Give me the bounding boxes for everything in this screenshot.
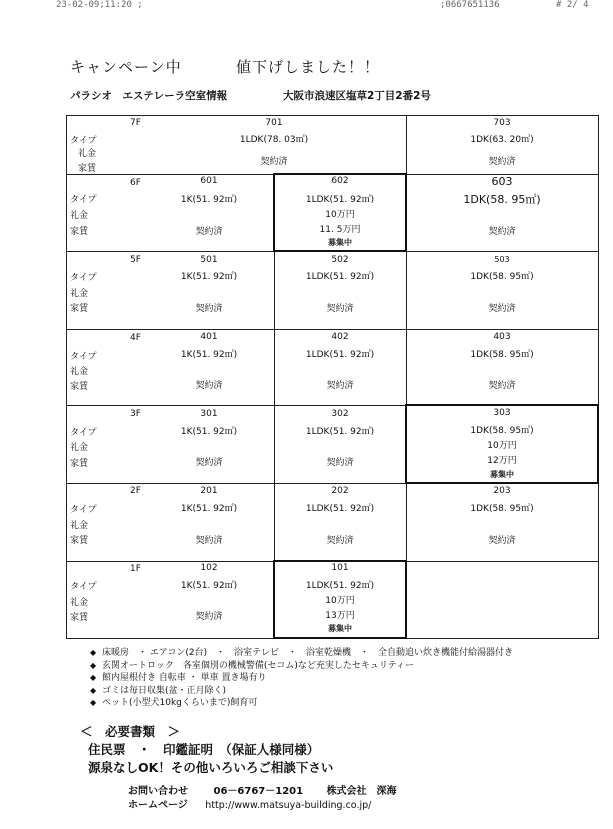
unit-201-status: 契約済: [195, 536, 223, 546]
floor-label-2f: 2F: [130, 486, 141, 496]
unit-302-status: 契約済: [326, 458, 354, 468]
label-rent: 家賃: [70, 227, 89, 237]
company-name: 株式会社 深海: [326, 786, 397, 797]
unit-202-status: 契約済: [326, 536, 354, 546]
unit-601-status: 契約済: [195, 227, 223, 237]
unit-402-type: 1LDK(51. 92㎡): [305, 350, 375, 360]
unit-101-number: 101: [331, 563, 349, 573]
building-name: パラシオ エステレーラ空室情報: [70, 90, 228, 102]
unit-603-type: 1DK(58. 95㎡): [463, 193, 541, 206]
label-rent: 家賃: [70, 536, 89, 546]
building-address: 大阪市浪速区塩草2丁目2番2号: [283, 90, 431, 102]
requirements-note: 源泉なしOK！その他いろいろご相談下さい: [88, 760, 334, 775]
unit-603-status: 契約済: [488, 227, 516, 237]
unit-101-status: 募集中: [328, 624, 352, 633]
unit-602-key-money: 10万円: [325, 210, 355, 220]
feature-item: ◆ ゴミは毎日収集(盆・正月除く): [90, 685, 227, 696]
unit-301-number: 301: [200, 409, 218, 419]
homepage-label: ホームページ: [128, 800, 188, 811]
label-rent: 家賃: [70, 304, 89, 314]
unit-701-status: 契約済: [260, 157, 288, 167]
phone-number: 06－6767－1201: [213, 786, 304, 797]
unit-602-status: 募集中: [328, 238, 352, 247]
label-type: タイプ: [70, 428, 97, 438]
unit-502-type: 1LDK(51. 92㎡): [305, 272, 375, 282]
unit-402-number: 402: [331, 332, 349, 342]
unit-201-type: 1K(51. 92㎡): [180, 504, 238, 514]
unit-202-number: 202: [331, 486, 349, 496]
unit-401-type: 1K(51. 92㎡): [180, 350, 238, 360]
unit-403-status: 契約済: [488, 381, 516, 391]
floor-label-1f: 1F: [130, 564, 141, 574]
unit-501-number: 501: [200, 255, 218, 265]
diamond-bullet-icon: ◆: [90, 648, 97, 657]
label-type: タイプ: [70, 582, 97, 592]
fax-header-number: ;0667651136: [440, 0, 500, 10]
label-key-money: 礼金: [70, 211, 89, 221]
label-key-money: 礼金: [70, 367, 89, 377]
unit-703-number: 703: [493, 118, 511, 128]
unit-203-number: 203: [493, 486, 511, 496]
unit-701-type: 1LDK(78. 03㎡): [239, 135, 309, 145]
unit-602-rent: 11. 5万円: [319, 225, 361, 235]
feature-item: ◆ ペット(小型犬10kgくらいまで)飼育可: [90, 698, 258, 708]
unit-302-type: 1LDK(51. 92㎡): [305, 427, 375, 437]
floor-label-3f: 3F: [130, 409, 141, 419]
unit-501-type: 1K(51. 92㎡): [180, 272, 238, 282]
unit-603-number: 603: [491, 175, 513, 188]
unit-502-number: 502: [331, 255, 349, 265]
floor-label-5f: 5F: [130, 255, 141, 265]
unit-202-type: 1LDK(51. 92㎡): [305, 504, 375, 514]
unit-201-number: 201: [200, 486, 218, 496]
diamond-bullet-icon: ◆: [90, 660, 97, 670]
unit-203-type: 1DK(58. 95㎡): [470, 504, 534, 514]
unit-503-status: 契約済: [488, 304, 516, 314]
fax-header-left: 23-02-09;11:20 ;: [56, 0, 143, 10]
unit-101-type: 1LDK(51. 92㎡): [305, 581, 375, 591]
label-key-money: 礼金: [70, 598, 89, 608]
label-type: タイプ: [70, 505, 97, 515]
label-key-money: 礼金: [70, 289, 89, 299]
requirements-documents: 住民票 ・ 印鑑証明 （保証人様同様）: [88, 742, 320, 757]
unit-101-key-money: 10万円: [325, 596, 355, 606]
campaign-title: キャンペーン中: [70, 58, 182, 76]
requirements-heading: ＜ 必要書類 ＞: [80, 724, 181, 739]
floor-label-4f: 4F: [130, 333, 141, 343]
label-type: タイプ: [70, 352, 97, 362]
homepage-link[interactable]: http://www.matsuya-building.co.jp/: [205, 800, 372, 811]
unit-402-status: 契約済: [326, 381, 354, 391]
unit-102-number: 102: [200, 563, 218, 573]
unit-501-status: 契約済: [195, 304, 223, 314]
label-key-money: 礼金: [70, 443, 89, 453]
unit-703-status: 契約済: [488, 157, 516, 167]
unit-303-status: 募集中: [490, 470, 514, 479]
unit-602-type: 1LDK(51. 92㎡): [305, 195, 375, 205]
price-down-title: 値下げしました！！: [236, 58, 381, 76]
unit-101-rent: 13万円: [325, 611, 355, 621]
unit-503-type: 1DK(58. 95㎡): [470, 272, 534, 282]
requirements-block: [80, 723, 333, 777]
floor-label-7f: 7F: [130, 118, 141, 128]
unit-403-type: 1DK(58. 95㎡): [470, 350, 534, 360]
unit-302-number: 302: [331, 409, 349, 419]
diamond-bullet-icon: ◆: [90, 685, 97, 695]
unit-303-rent: 12万円: [487, 456, 517, 466]
unit-601-number: 601: [200, 176, 218, 186]
unit-303-type: 1DK(58. 95㎡): [470, 426, 534, 436]
label-key-money: 礼金: [70, 521, 89, 531]
label-type: タイプ: [70, 136, 97, 146]
feature-item: ◆ 床暖房 ・ エアコン(2台) ・ 浴室テレビ ・ 浴室乾燥機 ・ 全自動追い炊き機能付給湯器付き: [90, 648, 513, 658]
unit-301-type: 1K(51. 92㎡): [180, 427, 238, 437]
unit-503-number: 503: [494, 255, 510, 264]
unit-601-type: 1K(51. 92㎡): [180, 195, 238, 205]
label-type: タイプ: [70, 273, 97, 283]
unit-301-status: 契約済: [195, 458, 223, 468]
unit-102-type: 1K(51. 92㎡): [180, 581, 238, 591]
feature-list: [90, 647, 513, 710]
label-key-money: 礼金: [78, 149, 97, 159]
feature-item: ◆ 玄関オートロック 各室個別の機械警備(セコム)など充実したセキュリティー: [90, 660, 414, 671]
unit-401-number: 401: [200, 332, 218, 342]
fax-header-page: # 2/ 4: [556, 0, 589, 10]
unit-203-status: 契約済: [488, 536, 516, 546]
label-rent: 家賃: [70, 382, 89, 392]
contact-block: [128, 785, 397, 813]
unit-401-status: 契約済: [195, 381, 223, 391]
label-rent: 家賃: [78, 164, 97, 174]
unit-602-number: 602: [331, 176, 349, 186]
unit-703-type: 1DK(63. 20㎡): [470, 135, 534, 145]
inquiry-label: お問い合わせ: [128, 786, 188, 797]
unit-102-status: 契約済: [195, 612, 223, 622]
vacancy-table: [66, 115, 599, 639]
floor-label-6f: 6F: [130, 178, 141, 188]
unit-303-number: 303: [493, 408, 511, 418]
label-rent: 家賃: [70, 459, 89, 469]
unit-303-key-money: 10万円: [487, 441, 517, 451]
unit-701-number: 701: [265, 118, 283, 128]
diamond-bullet-icon: ◆: [90, 673, 97, 682]
label-type: タイプ: [70, 195, 97, 205]
diamond-bullet-icon: ◆: [90, 698, 97, 707]
label-rent: 家賃: [70, 613, 89, 623]
feature-item: ◆ 館内屋根付き 自転車 ・ 単車 置き場有り: [90, 673, 267, 683]
unit-502-status: 契約済: [326, 304, 354, 314]
unit-403-number: 403: [493, 332, 511, 342]
